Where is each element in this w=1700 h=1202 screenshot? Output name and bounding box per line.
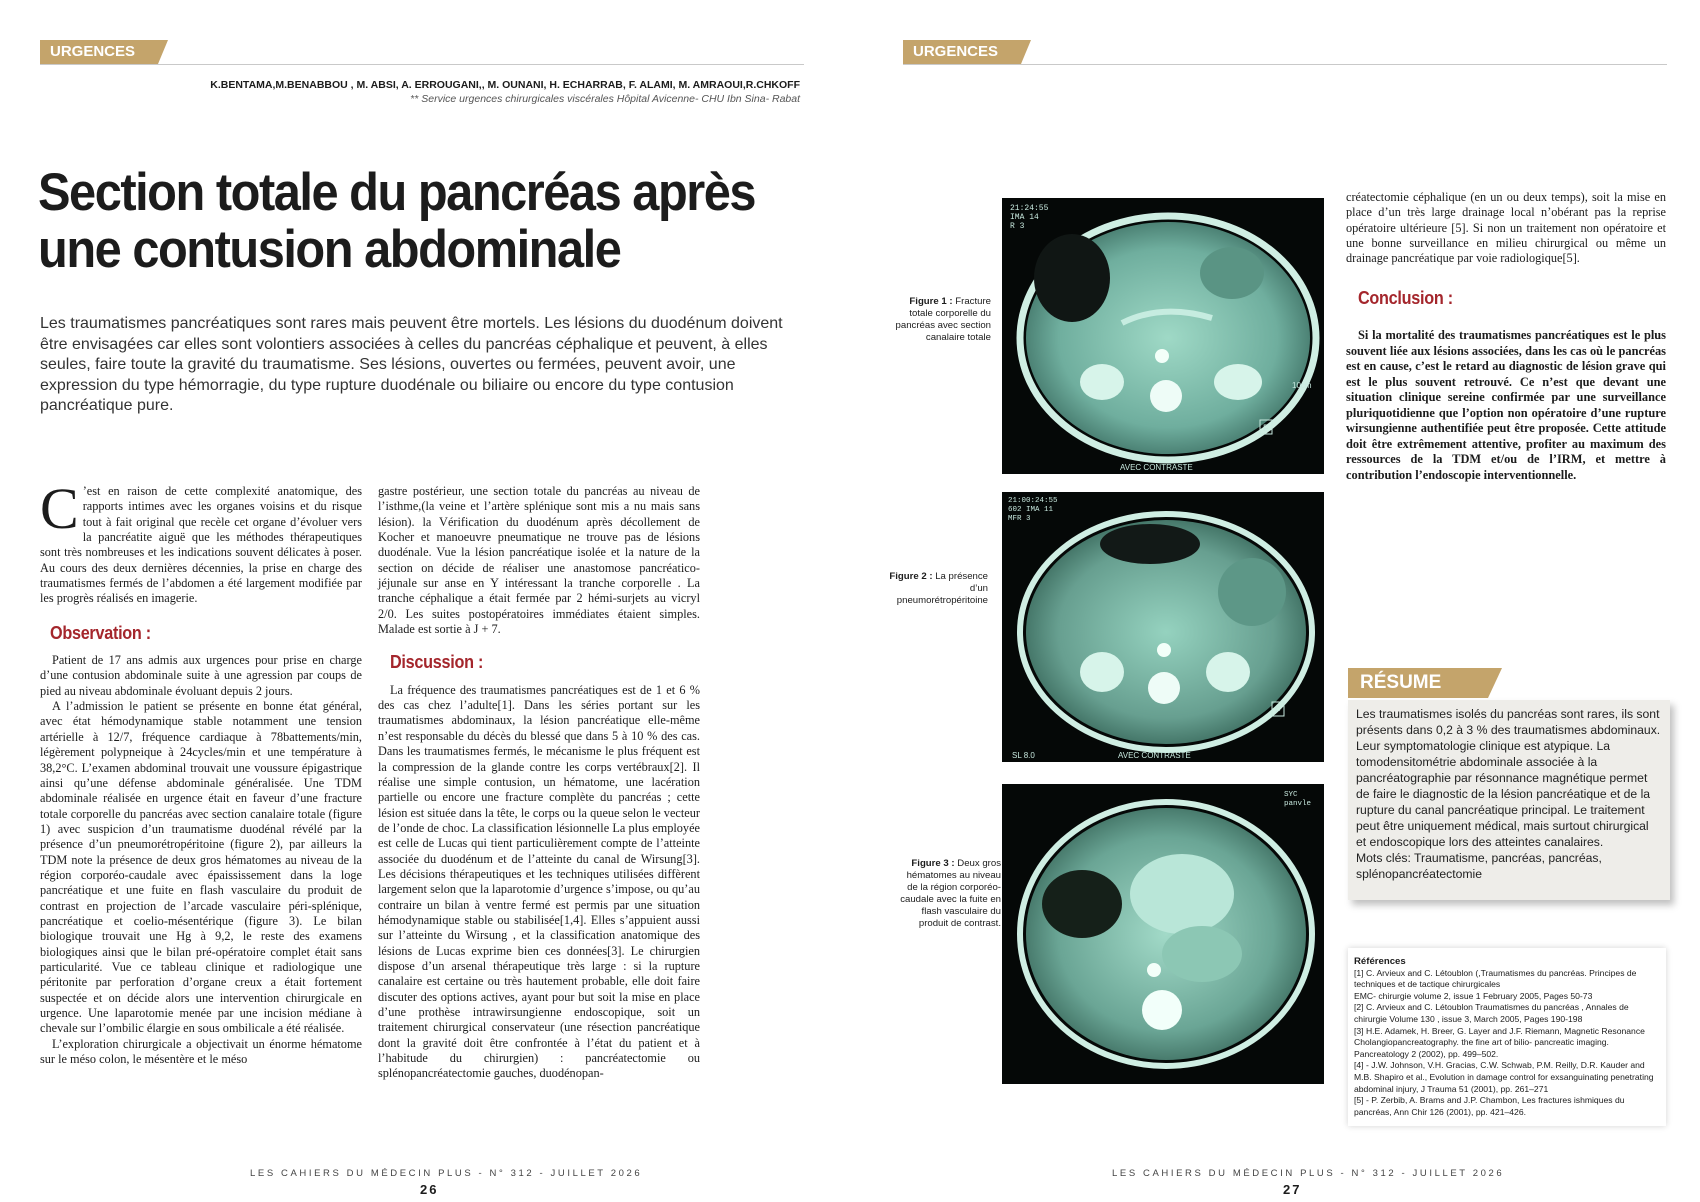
discussion-p1: La fréquence des traumatismes pancréatiques est de 1 et 6 % des cas chez l’adulte[1]. Dans les séries portant sur les traumatismes abdominaux, la lésion pancréatique elle-même n’est responsable du décès du blessé que dans 5 à 10 % des cas. Dans les traumatismes fermés, le mécanisme le plus fréquent est la compression de la glande contre les corps vertébraux[2]. Il réalise une simple contusion, un hématome, une lacération partielle ou encore une fracture complète du pancréas ; cette lésion est située dans la tête, le corps ou la queue selon le vecteur de l’onde de choc. La classification lésionnelle La plus employée est celle de Lucas qui tient particulièrement compte de l’atteinte associée du duodénum et de l’atteinte du canal de Wirsung[3]. Les décisions thérapeutiques et les techniques utilisées diffèrent largement selon que la laparotomie d’urgence s’impose, ou qu’au contraire un bilan à ventre fermé est permis par une situation hémodynamique stable ou stabilisée[1,4]. Elles s’appuient aussi sur l’atteinte du Wirsung , et la classification anatomique des lésions de Lucas exprime bien ces données[3]. Le chirurgien dispose d’un arsenal thérapeutique très large : si la rupture canalaire est certaine ou très hautement probable, elle doit faire discuter des options actives, ayant pour but soit la mise en place d’une prothèse intrawirsungienne endoscopique, soit un traitement chirurgical conservateur (une résection pancréatique dont la gravité doit être confrontée à l’état du patient et à l’habitude du chirurgien) : pancréatectomie ou splénopancréatectomie gauches, duodénopan- <box>378 682 700 1081</box>
column-2 <box>378 484 700 1082</box>
observation-p3: L’exploration chirurgicale a objectivait un énorme hématome sur le méso colon, le mésentère et le méso <box>40 1036 362 1067</box>
figure-1-text: Fracture totale corporelle du pancréas avec section canalaire totale <box>895 296 991 343</box>
figure-2-scan <box>1002 492 1324 762</box>
gas-bowel <box>1034 234 1110 322</box>
figure-2-label: Figure 2 : <box>889 571 933 582</box>
observation-p1: Patient de 17 ans admis aux urgences pour prise en charge d’une contusion abdominale suite à une agression par coups de pied au niveau abdominale évoluant depuis 2 jours. <box>40 653 362 698</box>
figure-3-label: Figure 3 : <box>911 858 955 869</box>
page-number-right: 27 <box>1283 1182 1302 1197</box>
figure-2-caption <box>883 571 988 607</box>
header-rule-left <box>40 64 804 65</box>
reference-item: [4] - J.W. Johnson, V.H. Gracias, C.W. Schwab, P.M. Reilly, D.R. Kauder and M.B. Shapiro et al., Evolution in damage control for exsanguinating penetrating abdominal injury, J Trauma 51 (2001), pp. 261–271 <box>1354 1060 1654 1094</box>
section-tag-right: URGENCES <box>903 40 1021 64</box>
reference-item: [3] H.E. Adamek, H. Breer, G. Layer and J.F. Riemann, Magnetic Resonance Cholangiopancreatography. the fine art of bilio- pancreatic imaging. Pancreatology 2 (2002), pp. 499–502. <box>1354 1025 1645 1059</box>
hematoma-2 <box>1162 926 1242 982</box>
title-line-1: Section totale du pancréas après <box>38 163 756 222</box>
ct-overlay-contrast: AVEC CONTRASTE <box>1120 463 1193 472</box>
ct3-overlay-right: SYC panvle <box>1284 791 1312 808</box>
hematoma-1 <box>1130 854 1234 934</box>
stomach <box>1200 247 1264 299</box>
conclusion-heading: Conclusion : <box>1358 287 1453 308</box>
references-heading: Références <box>1354 956 1406 967</box>
discussion-heading: Discussion : <box>390 652 484 673</box>
free-air <box>1100 524 1200 564</box>
ct-overlay-top: 21:24:55 IMA 14 R 3 <box>1010 204 1049 231</box>
observation-heading: Observation : <box>50 622 151 643</box>
ct-scan-image-3 <box>1002 784 1324 1084</box>
ct-marker: F <box>1263 423 1269 433</box>
authors-line: K.BENTAMA,M.BENABBOU , M. ABSI, A. ERROUGANI,, M. OUNANI, H. ECHARRAB, F. ALAMI, M. AMRAOUI,R.CHKOFF <box>210 79 800 91</box>
ct2-overlay-contrast: AVEC CONTRASTE <box>1118 751 1191 760</box>
figure-3-text: Deux gros hématomes au niveau de la région corporéo-caudale avec la fuite en flash vasculaire du produit de contrast. <box>900 858 1001 929</box>
vertebra <box>1150 380 1182 412</box>
ct2-marker: F <box>1275 705 1281 715</box>
ct-scan-image-1 <box>1002 198 1324 474</box>
resume-box <box>1348 700 1670 900</box>
observation-p2: A l’admission le patient se présente en bonne état général, avec état hémodynamique stable notamment une tension artérielle à 12/7, fréquence cardiaque à 78battements/min, légèrement polypneique à 24cycles/min et une température à 38,2°C. L’examen abdominal trouvait une voussure épigastrique ainsi qu’une défense abdominale généralisée. Une TDM abdominale réalisée en urgence était en faveur d’une fracture totale corporelle du pancréas avec section canalaire totale (figure 1) avec suspicion d’un traumatisme duodénal révélé par la présence d’un pneumorétropéritoine (figure 2), par ailleurs la TDM note la présence de deux gros hématomes au niveau de la région corporéo-caudale avec épaississement dans la loge pancréatique et une fuite en flash vasculaire du produit de contrast en projection de l’arcade vasculaire péri-splénique, pancréatique et coelio-mésentérique (figure 3). Le bilan biologique trouvait une Hg à 9,2, le reste des examens biologiques ainsi que le bilan pré-opératoire complet était sans particularité. Vue ce tableau clinique et radiologique une péritonite par perforation d’organe creux a était fortement suspectée et on décide alors une intervention chirurgicale en urgence. Une laparotomie menée par une incision médiane à chevale sur l’ombilic élargie en sous ombilicale a été réalisée. <box>40 699 362 1036</box>
page-number-left: 26 <box>420 1182 439 1197</box>
ct2-overlay-slice: SL 8.0 <box>1012 751 1035 760</box>
figure-1-scan <box>1002 198 1324 474</box>
reference-item: [5] - P. Zerbib, A. Brams and J.P. Chambon, Les fractures ishmiques du pancréas, Ann Chir 126 (2001), pp. 421–426. <box>1354 1095 1625 1117</box>
aorta <box>1155 349 1169 363</box>
kidney-left <box>1214 364 1262 400</box>
ct2-overlay-top: 21:00:24:55 602 IMA 11 MFR 3 <box>1008 497 1058 523</box>
article-lead: Les traumatismes pancréatiques sont rares mais peuvent être mortels. Les lésions du duodénum doivent être envisagées car elles sont volontiers associées à celles du pancréas céphalique et peuvent, à elles seules, faire toute la gravité du traumatisme. Ses lésions, ouvertes ou fermées, peuvent avoir, une expression du type hémorragie, du type rupture duodénale ou biliaire ou encore du type contusion pancréatique pure. <box>40 315 783 414</box>
figure-3-scan <box>1002 784 1324 1084</box>
figure-1-label: Figure 1 : <box>909 296 953 307</box>
affiliation-line: ** Service urgences chirurgicales viscérales Hôpital Avicenne- CHU Ibn Sina- Rabat <box>410 93 800 105</box>
resume-text: Les traumatismes isolés du pancréas sont rares, ils sont présents dans 0,2 à 3 % des traumatismes abdominaux. Leur symptomatologie clinique est atypique. La tomodensitométrie abdominale associée à la pancréatographie par résonnance magnétique permet de faire le diagnostic de la lésion pancréatique et de la rupture du canal pancréatique principal. Le traitement peut être uniquement médical, mais surtout chirurgical et endoscopique lors des atteintes canalaires. <box>1356 707 1661 849</box>
reference-item: [1] C. Arvieux and C. Létoublon (,Traumatismes du pancréas. Principes de techniques et de tactique chirurgicales <box>1354 967 1637 990</box>
header-rule-right <box>903 64 1667 65</box>
footer-right: LES CAHIERS DU MÉDECIN PLUS - N° 312 - JUILLET 2026 <box>1112 1168 1505 1179</box>
dropcap: C <box>40 476 79 541</box>
title-line-2: une contusion abdominale <box>38 220 621 279</box>
column-3 <box>1346 190 1666 306</box>
resume-heading: RÉSUME <box>1348 668 1488 698</box>
resume-keywords: Mots clés: Traumatisme, pancréas, pancréas, splénopancréatectomie <box>1356 851 1602 881</box>
conclusion-text: Si la mortalité des traumatismes pancréatiques est le plus souvent liée aux lésions associées, dans les cas où le pancréas est en cause, c’est le retard au diagnostic de lésion grave qui est le plus souvent retrouvé. Ce n’est que devant une situation clinique sereine confirmée par une surveillance pluriquotidienne que l’option non opératoire d’une rupture wirsungienne authentifiée peut être proposée. Cette attitude doit être extrêmement attentive, profiter au maximum des ressources de la TDM et/ou de l’IRM, et mettre à contribution l’endoscopie interventionnelle. <box>1346 328 1666 482</box>
kidney-right <box>1080 364 1124 400</box>
figure-2-text: La présence d’un pneumorétropéritoine <box>896 571 988 606</box>
ct-scan-image-2 <box>1002 492 1324 762</box>
references-box <box>1348 948 1666 1126</box>
section-tag-left: URGENCES <box>40 40 158 64</box>
figure-3-caption <box>896 858 1001 930</box>
figure-1-caption <box>886 296 991 344</box>
article-title <box>38 164 756 278</box>
intro-paragraph <box>40 476 362 607</box>
reference-item: [2] C. Arvieux and C. Létoublon Traumatismes du pancréas , Annales de chirurgie Volume 130 , issue 3, March 2005, Pages 190-198 <box>1354 1002 1629 1024</box>
column3-p1: créatectomie céphalique (en un ou deux temps), soit la mise en place d’un très large drainage local n’obérant pas la reprise opératoire ultérieure [5]. Si non un traitement non opératoire et une bonne surveillance en milieu chirurgical ou même un drainage pancréatique par voie radiologique[5]. <box>1346 190 1666 266</box>
intro-text: ’est en raison de cette complexité anatomique, des rapports intimes avec les organes voisins et du risque tout à fait original que recèle cet organe d’évoluer vers la pancréatite aiguë que les méthodes thérapeutiques sont très nombreuses et les indications souvent délicates à poser. Au cours des deux dernières décennies, la prise en charge des traumatismes fermés de l’abdomen a été largement modifiée par les progrès réalisés en imagerie. <box>40 484 362 606</box>
reference-item: EMC- chirurgie volume 2, issue 1 February 2005, Pages 50-73 <box>1354 990 1593 1001</box>
footer-left: LES CAHIERS DU MÉDECIN PLUS - N° 312 - JUILLET 2026 <box>250 1168 643 1179</box>
column2-p1: gastre postérieur, une section totale du pancréas au niveau de l’isthme,(la veine et l’artère splénique sont mis a nu mais sans lésion). la Vérification du duodénum après décollement de Kocher et manoeuvre pneumatique ne trouve pas de lésions duodénale. Vue la lésion pancréatique isolée et la nature de la section on décide de réaliser une anastomose pancréatico-jéjunale sur anse en Y intéressant la tranche corporelle . La tranche céphalique a était fermée par 2 hémi-surjets au vicryl 2/0. Les suites postopératoires immédiates étaient simples. Malade est sortie à J + 7. <box>378 484 700 637</box>
ct-overlay-scale: 10cm <box>1292 381 1312 390</box>
column-1 <box>40 476 362 1067</box>
